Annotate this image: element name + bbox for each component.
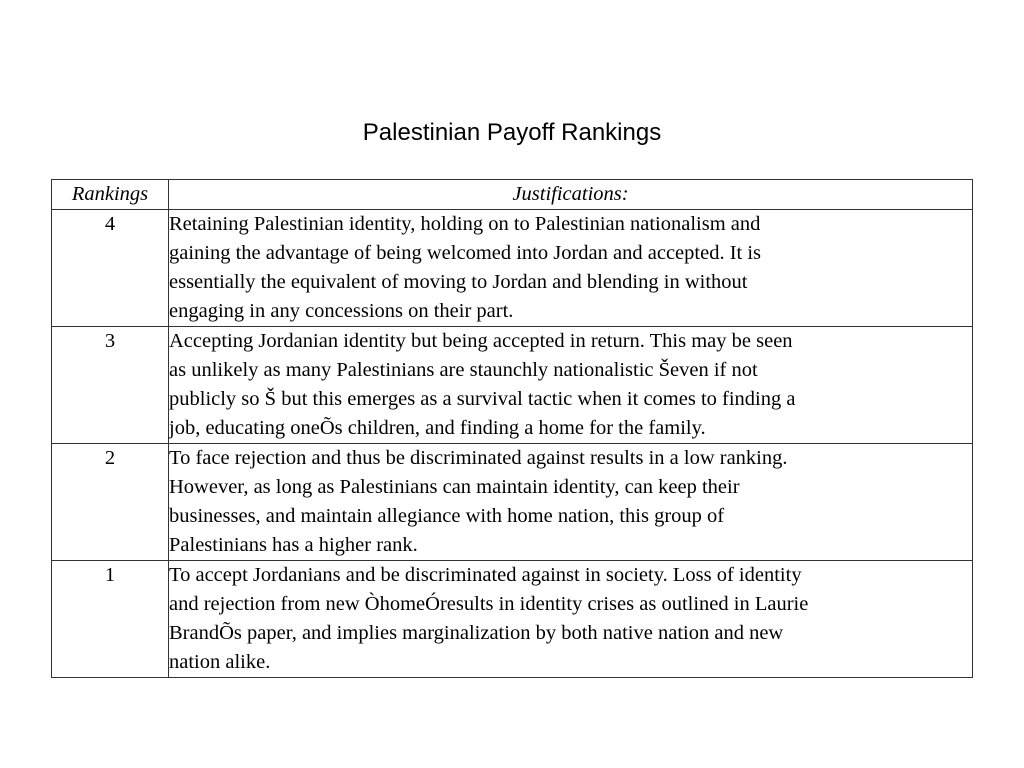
header-justifications: Justifications: <box>169 180 973 210</box>
justification-line: Accepting Jordanian identity but being accepted in return. This may be seen <box>169 330 793 352</box>
justification-line: job, educating oneÕs children, and finding a home for the family. <box>169 417 706 439</box>
justification-line: and rejection from new ÒhomeÓresults in identity crises as outlined in Laurie <box>169 593 809 615</box>
rank-cell: 2 <box>52 444 169 561</box>
page-title: Palestinian Payoff Rankings <box>362 119 662 146</box>
payoff-table <box>51 179 973 678</box>
justification-line: BrandÕs paper, and implies marginalization by both native nation and new <box>169 622 784 644</box>
table-row <box>52 327 973 444</box>
justification-line: gaining the advantage of being welcomed into Jordan and accepted. It is <box>169 242 762 264</box>
justification-line: businesses, and maintain allegiance with home nation, this group of <box>169 505 725 527</box>
justification-cell <box>169 210 973 327</box>
justification-line: Palestinians has a higher rank. <box>169 534 418 556</box>
justification-line: as unlikely as many Palestinians are staunchly nationalistic Ševen if not <box>169 359 758 381</box>
justification-cell <box>169 444 973 561</box>
justification-cell <box>169 327 973 444</box>
justification-line: To accept Jordanians and be discriminated against in society. Loss of identity <box>169 564 802 586</box>
table-header-row <box>52 180 973 210</box>
table-row <box>52 210 973 327</box>
table-row <box>52 561 973 678</box>
justification-line: However, as long as Palestinians can maintain identity, can keep their <box>169 476 740 498</box>
justification-line: publicly so Š but this emerges as a survival tactic when it comes to finding a <box>169 388 796 410</box>
justification-line: Retaining Palestinian identity, holding on to Palestinian nationalism and <box>169 213 761 235</box>
justification-line: engaging in any concessions on their part. <box>169 300 514 322</box>
justification-line: essentially the equivalent of moving to Jordan and blending in without <box>169 271 748 293</box>
justification-line: To face rejection and thus be discriminated against results in a low ranking. <box>169 447 788 469</box>
rank-cell: 3 <box>52 327 169 444</box>
justification-cell <box>169 561 973 678</box>
header-rankings: Rankings <box>52 180 169 210</box>
rank-cell: 4 <box>52 210 169 327</box>
justification-line: nation alike. <box>169 651 271 673</box>
rank-cell: 1 <box>52 561 169 678</box>
table-row <box>52 444 973 561</box>
